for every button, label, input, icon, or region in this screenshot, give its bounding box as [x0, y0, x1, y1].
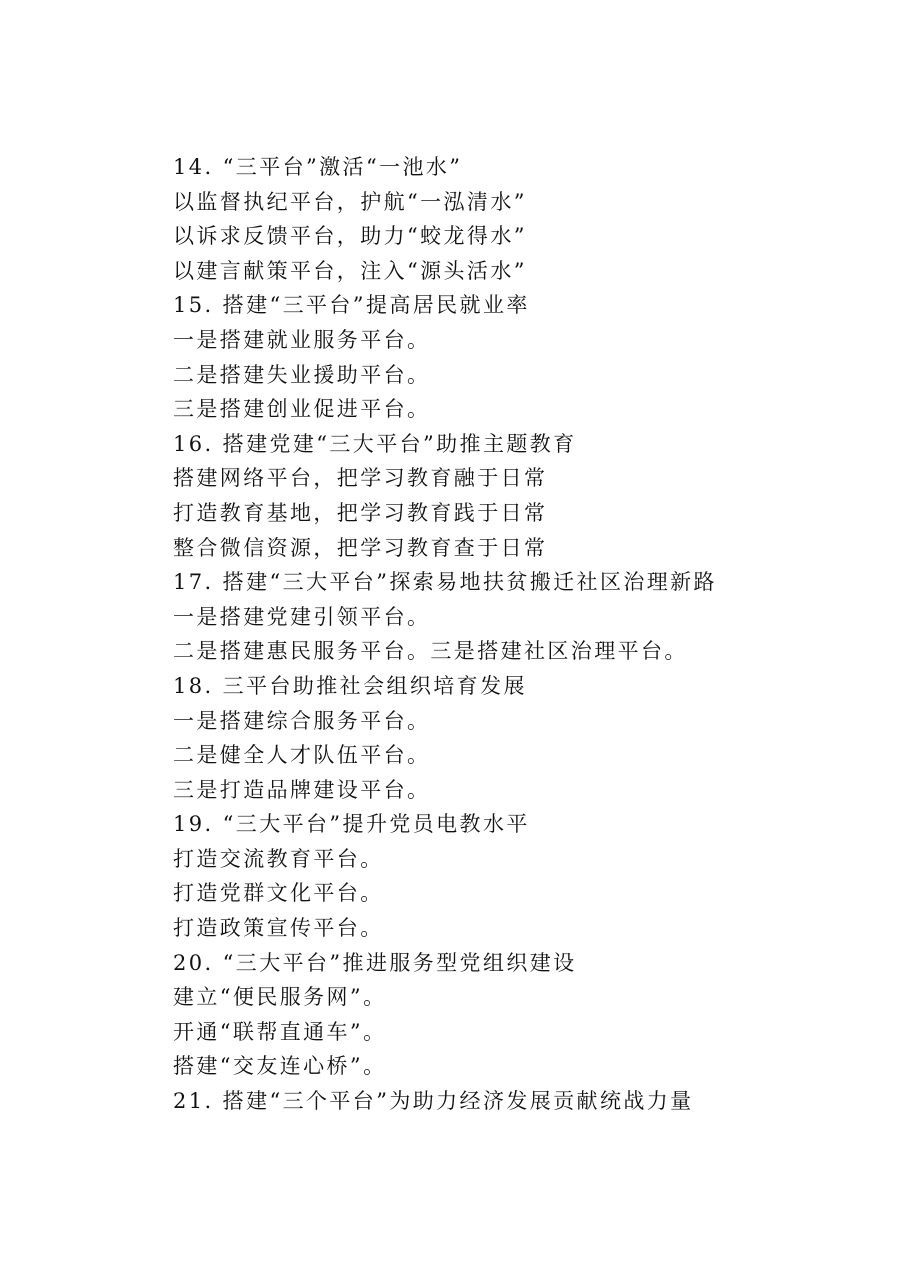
text-line: 以诉求反馈平台，助力“蛟龙得水” — [173, 224, 527, 249]
heading-17: 17. 搭建“三大平台”探索易地扶贫搬迁社区治理新路 — [173, 570, 717, 595]
text-line: 以监督执纪平台，护航“一泓清水” — [173, 189, 527, 214]
text-line: 一是搭建就业服务平台。 — [173, 327, 431, 352]
text-line: 打造交流教育平台。 — [173, 846, 384, 871]
text-line: 建立“便民服务网”。 — [173, 985, 387, 1010]
text-line: 二是健全人才队伍平台。 — [173, 743, 431, 768]
text-line: 搭建网络平台，把学习教育融于日常 — [173, 466, 548, 491]
text-line: 三是打造品牌建设平台。 — [173, 777, 431, 802]
text-line: 打造党群文化平台。 — [173, 881, 384, 906]
heading-18: 18. 三平台助推社会组织培育发展 — [173, 673, 527, 698]
text-line: 二是搭建惠民服务平台。三是搭建社区治理平台。 — [173, 639, 688, 664]
text-line: 开通“联帮直通车”。 — [173, 1019, 387, 1044]
text-line: 一是搭建综合服务平台。 — [173, 708, 431, 733]
text-line: 三是搭建创业促进平台。 — [173, 397, 431, 422]
heading-21: 21. 搭建“三个平台”为助力经济发展贡献统战力量 — [173, 1089, 694, 1114]
text-line: 以建言献策平台，注入“源头活水” — [173, 258, 527, 283]
heading-19: 19. “三大平台”提升党员电教水平 — [173, 812, 530, 837]
heading-15: 15. 搭建“三平台”提高居民就业率 — [173, 293, 530, 318]
text-line: 二是搭建失业援助平台。 — [173, 362, 431, 387]
text-line: 打造政策宣传平台。 — [173, 916, 384, 941]
text-line: 一是搭建党建引领平台。 — [173, 604, 431, 629]
heading-20: 20. “三大平台”推进服务型党组织建设 — [173, 950, 577, 975]
heading-16: 16. 搭建党建“三大平台”助推主题教育 — [173, 431, 577, 456]
heading-14: 14. “三平台”激活“一池水” — [173, 155, 463, 179]
text-line: 打造教育基地，把学习教育践于日常 — [173, 500, 548, 525]
document-body — [173, 150, 717, 1119]
text-line: 搭建“交友连心桥”。 — [173, 1054, 387, 1079]
text-line: 整合微信资源，把学习教育查于日常 — [173, 535, 548, 560]
